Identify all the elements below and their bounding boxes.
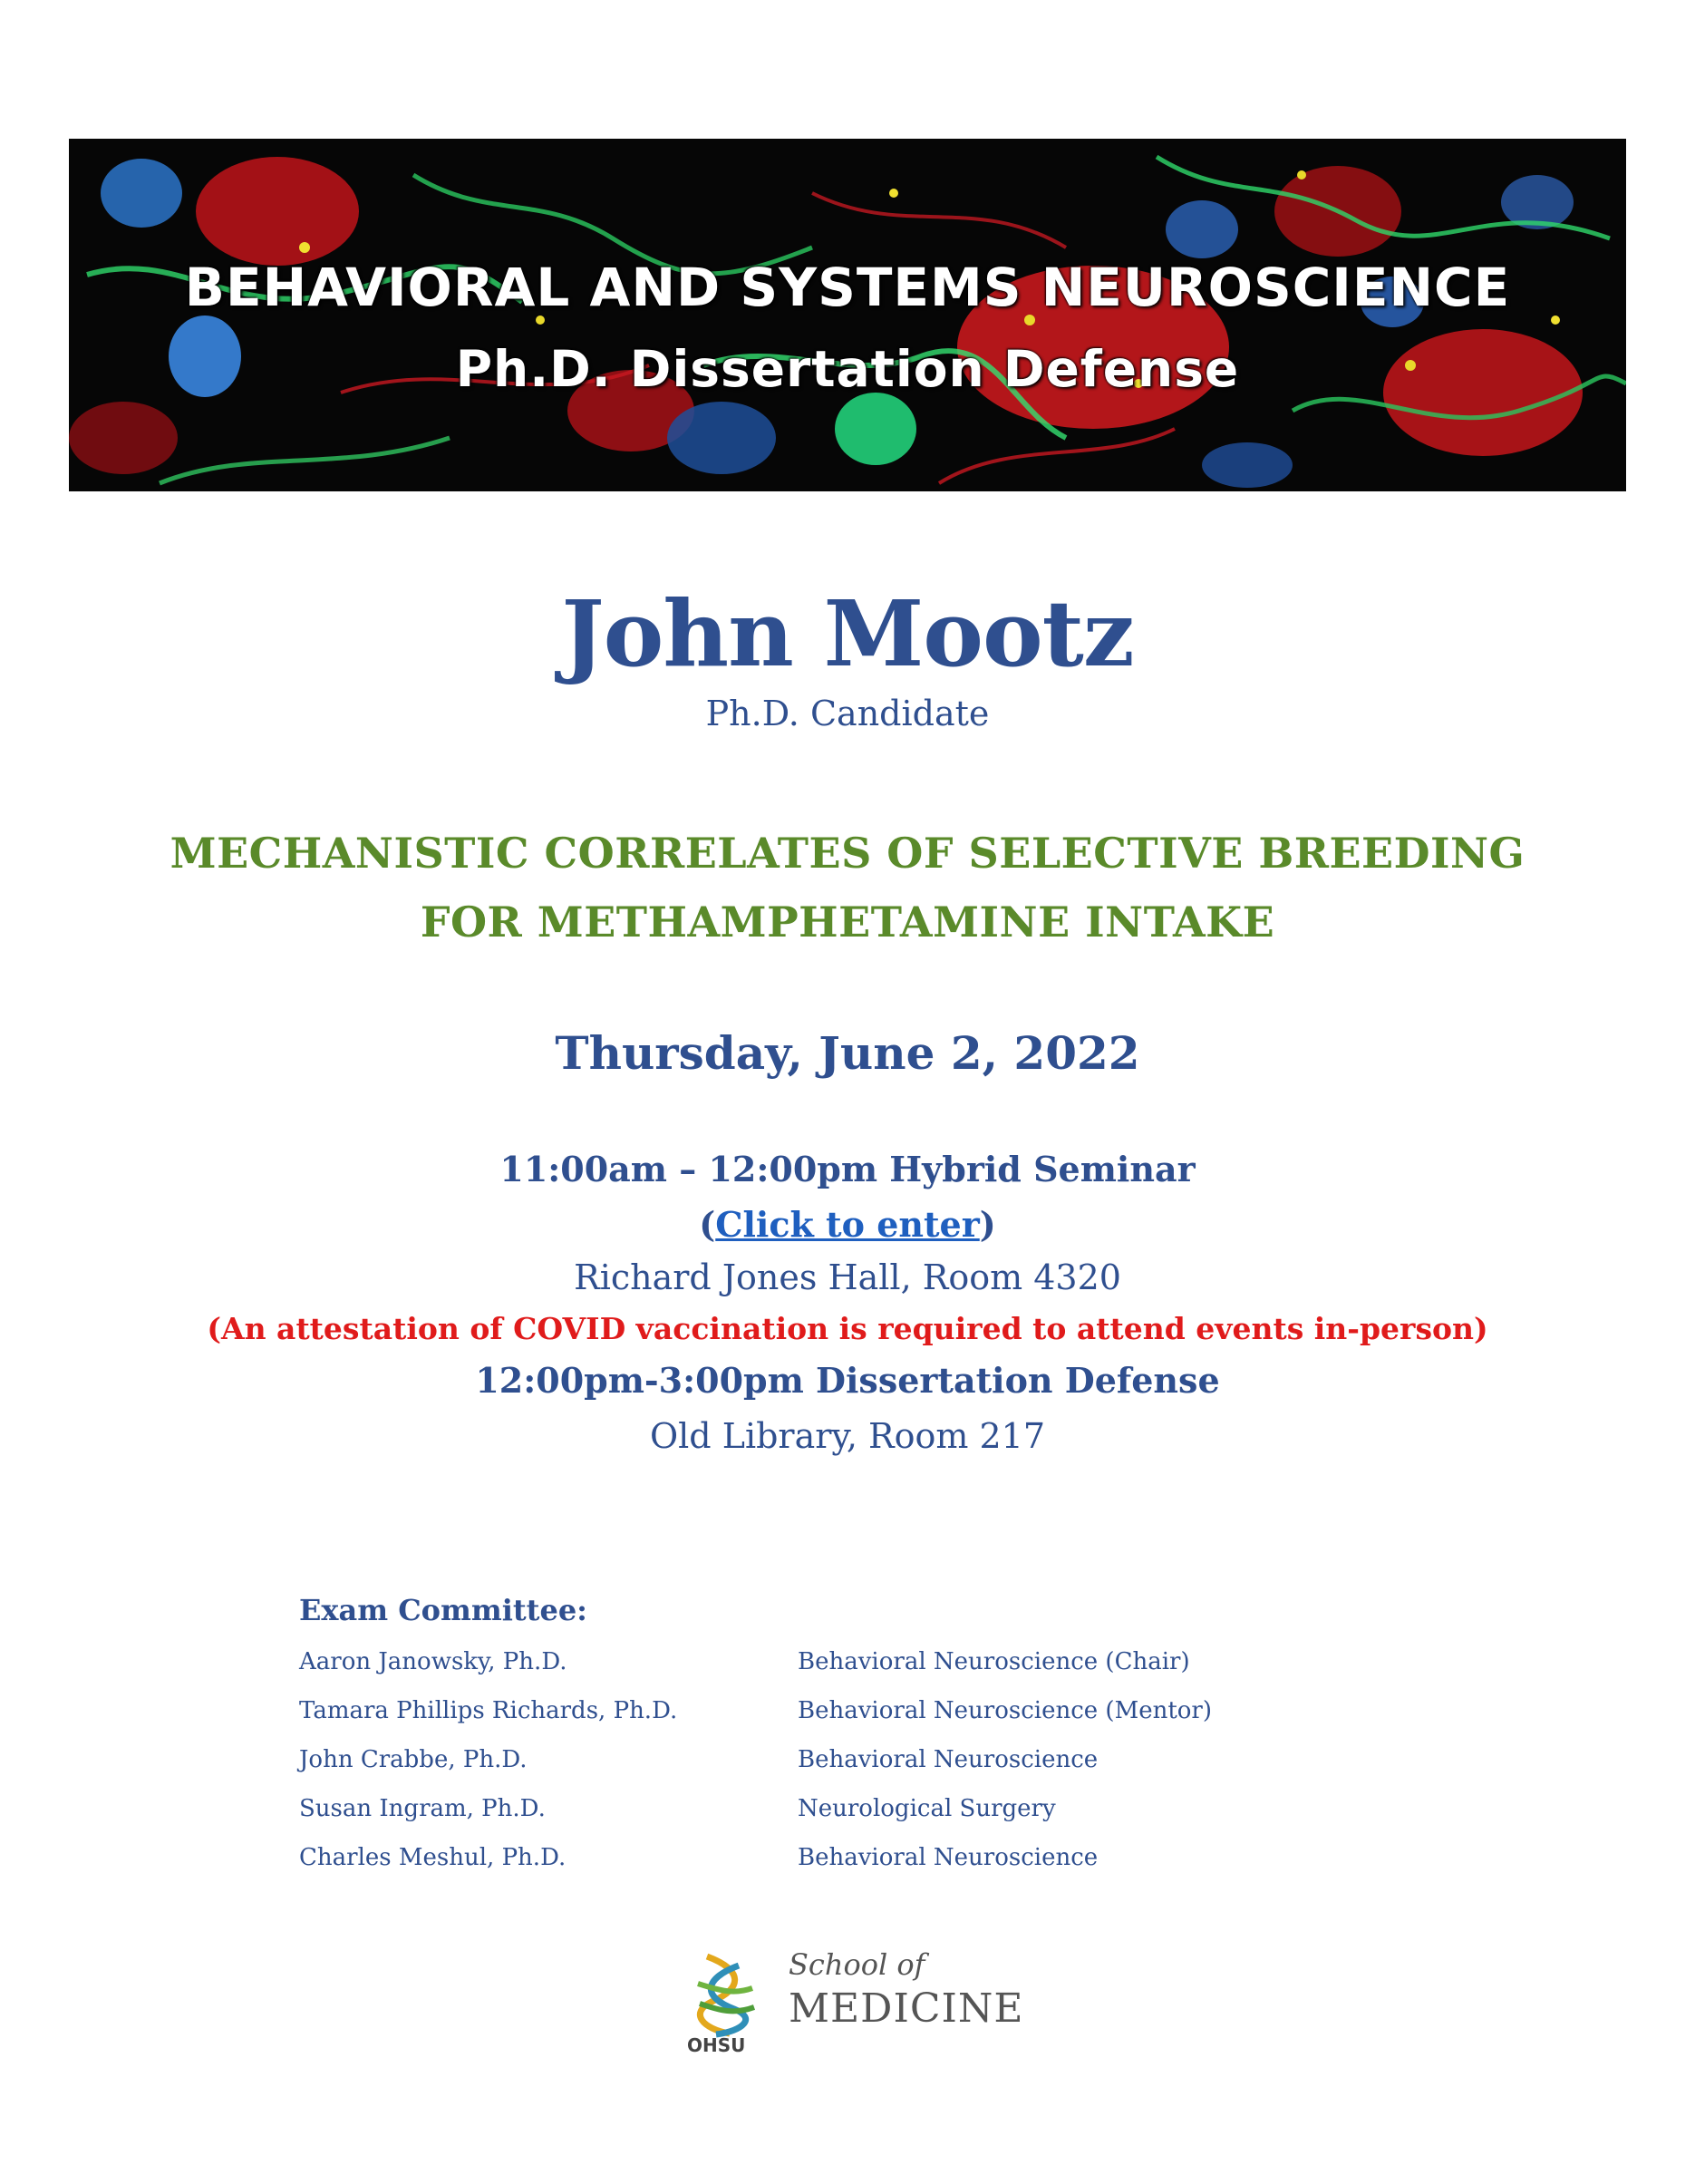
defense-time: 12:00pm-3:00pm Dissertation Defense — [475, 1360, 1220, 1401]
covid-notice: (An attestation of COVID vaccination is required to attend events in-person) — [207, 1311, 1488, 1346]
committee-row — [299, 1844, 1477, 1880]
committee-member-name: Aaron Janowsky, Ph.D. — [299, 1648, 567, 1675]
committee-member-name: John Crabbe, Ph.D. — [299, 1746, 528, 1773]
seminar-time: 11:00am – 12:00pm Hybrid Seminar — [499, 1149, 1196, 1189]
logo-medicine-text: MEDICINE — [789, 1985, 1024, 2032]
seminar-location: Richard Jones Hall, Room 4320 — [574, 1257, 1121, 1297]
committee-heading: Exam Committee: — [299, 1593, 587, 1627]
committee-member-name: Tamara Phillips Richards, Ph.D. — [299, 1697, 678, 1724]
committee-member-name: Susan Ingram, Ph.D. — [299, 1795, 546, 1822]
dissertation-title-line-1: MECHANISTIC CORRELATES OF SELECTIVE BREEDING — [170, 829, 1526, 878]
committee-member-name: Charles Meshul, Ph.D. — [299, 1844, 567, 1871]
committee-member-dept: Behavioral Neuroscience (Chair) — [798, 1648, 1190, 1675]
candidate-name: John Mootz — [561, 580, 1134, 687]
committee-member-dept: Behavioral Neuroscience (Mentor) — [798, 1697, 1213, 1724]
ohsu-wordmark: OHSU — [687, 2034, 746, 2056]
link-open-paren: ( — [699, 1204, 716, 1245]
banner-subtitle: Ph.D. Dissertation Defense — [455, 340, 1240, 398]
committee-member-dept: Behavioral Neuroscience — [798, 1746, 1099, 1773]
defense-location: Old Library, Room 217 — [650, 1416, 1045, 1456]
committee-member-dept: Behavioral Neuroscience — [798, 1844, 1099, 1871]
header-banner — [69, 139, 1626, 491]
click-to-enter-link[interactable]: Click to enter — [715, 1204, 980, 1245]
dissertation-title-line-2: FOR METHAMPHETAMINE INTAKE — [420, 898, 1275, 946]
ohsu-helix-icon — [680, 1947, 770, 2038]
link-close-paren: ) — [979, 1204, 996, 1245]
candidate-role: Ph.D. Candidate — [705, 694, 990, 733]
committee-row — [299, 1795, 1477, 1831]
ohsu-school-of-medicine-logo — [680, 1947, 1024, 2083]
event-date: Thursday, June 2, 2022 — [555, 1026, 1140, 1080]
logo-school-text: School of — [789, 1947, 925, 1982]
committee-row — [299, 1648, 1477, 1684]
committee-row — [299, 1697, 1477, 1733]
committee-row — [299, 1746, 1477, 1782]
banner-title: BEHAVIORAL AND SYSTEMS NEUROSCIENCE — [184, 257, 1511, 318]
seminar-link-line — [0, 1204, 1695, 1245]
committee-member-dept: Neurological Surgery — [798, 1795, 1056, 1822]
